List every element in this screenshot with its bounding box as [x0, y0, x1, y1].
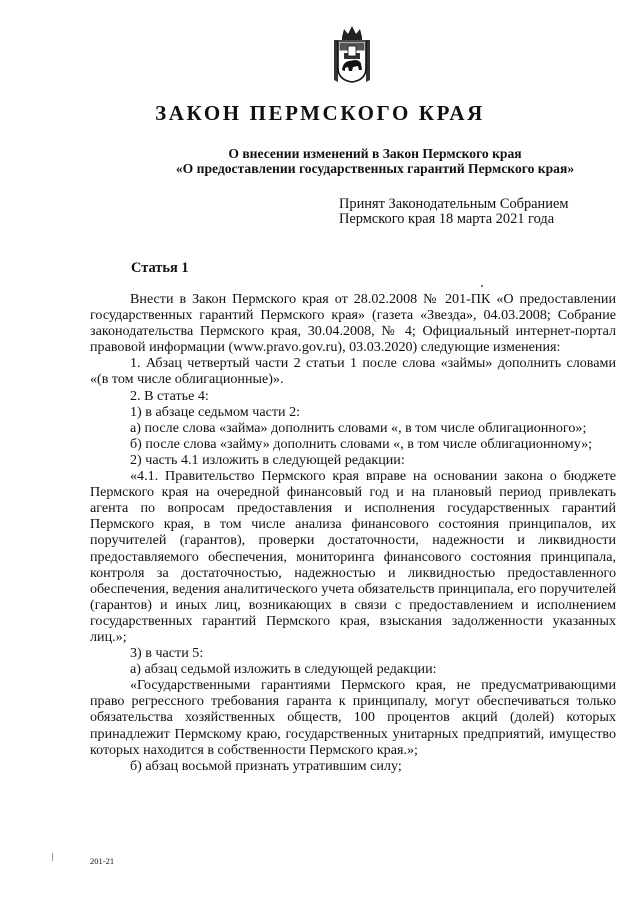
adoption-line-1: Принят Законодательным Собранием	[339, 196, 569, 212]
paragraph-subitem-3a: а) абзац седьмой изложить в следующей редакции:	[130, 661, 437, 678]
document-title: ЗАКОН ПЕРМСКОГО КРАЯ	[155, 101, 485, 125]
adoption-line-2: Пермского края 18 марта 2021 года	[339, 211, 555, 227]
paragraph-quote-4-1: «4.1. Правительство Пермского края вправе на основании закона о бюджете Пермского края на очередной финансовый год и на плановый период привлекать агента по вопросам предоставления и исполнения государственных гарантий Пермского края, в том числе анализа финансового состояния принципалов, их поручителей (гарантов), проверки достаточности, надежности и ликвидности предоставляемого обеспечения, мониторинга финансового состояния принципала, контроля за достаточностью, надежностью и ликвидностью предоставленного обеспечения, ведения аналитического учета обязательств принципала, его поручителей (гарантов) и иных лиц, возникающих в связи с предоставлением и исполнением государственных гарантий Пермского края, взыскания задолженности указанных лиц.»;	[90, 468, 616, 645]
article-heading: Статья 1	[131, 260, 189, 276]
paragraph-subitem-3: 3) в части 5:	[130, 645, 204, 662]
paragraph-intro: Внести в Закон Пермского края от 28.02.2008 № 201-ПК «О предоставлении государственных гарантий Пермского края» (газета «Звезда», 04.03.2008; Собрание законодательства Пермского края, 30.04.2008, № 4; Официальный интернет-портал правовой информации (www.pravo.gov.ru), 03.03.2020) следующие изменения:	[90, 291, 616, 356]
coat-of-arms-icon	[330, 24, 374, 84]
paragraph-subitem-1a: а) после слова «займа» дополнить словами «, в том числе облигационного»;	[130, 419, 587, 436]
margin-mark	[52, 853, 53, 861]
subtitle-line-2: «О предоставлении государственных гарантий Пермского края»	[175, 161, 575, 176]
subtitle-line-1: О внесении изменений в Закон Пермского края	[228, 146, 522, 161]
paragraph-subitem-1: 1) в абзаце седьмом части 2:	[130, 403, 301, 420]
paragraph-subitem-2: 2) часть 4.1 изложить в следующей редакции:	[130, 451, 405, 468]
paragraph-item-1: 1. Абзац четвертый части 2 статьи 1 после слова «займы» дополнить словами «(в том числе облигационные)».	[90, 355, 616, 388]
paragraph-quote-guarantees: «Государственными гарантиями Пермского края, не предусматривающими право регрессного требования гаранта к принципалу, могут обеспечиваться только обязательства хозяйственных обществ, 100 процентов акций (долей) которых принадлежит Пермскому краю, государственных унитарных предприятий, имущество которых находится в собственности Пермского края.»;	[90, 677, 616, 758]
article-body	[90, 291, 616, 774]
paragraph-subitem-1b: б) после слова «займу» дополнить словами «, в том числе облигационному»;	[130, 435, 593, 452]
scan-dot	[481, 285, 483, 287]
document-code: 201-21	[90, 856, 115, 866]
paragraph-subitem-3b: б) абзац восьмой признать утратившим силу;	[130, 757, 402, 774]
document-subtitle	[0, 146, 640, 176]
paragraph-item-2: 2. В статье 4:	[130, 387, 209, 404]
adoption-statement	[339, 197, 568, 227]
